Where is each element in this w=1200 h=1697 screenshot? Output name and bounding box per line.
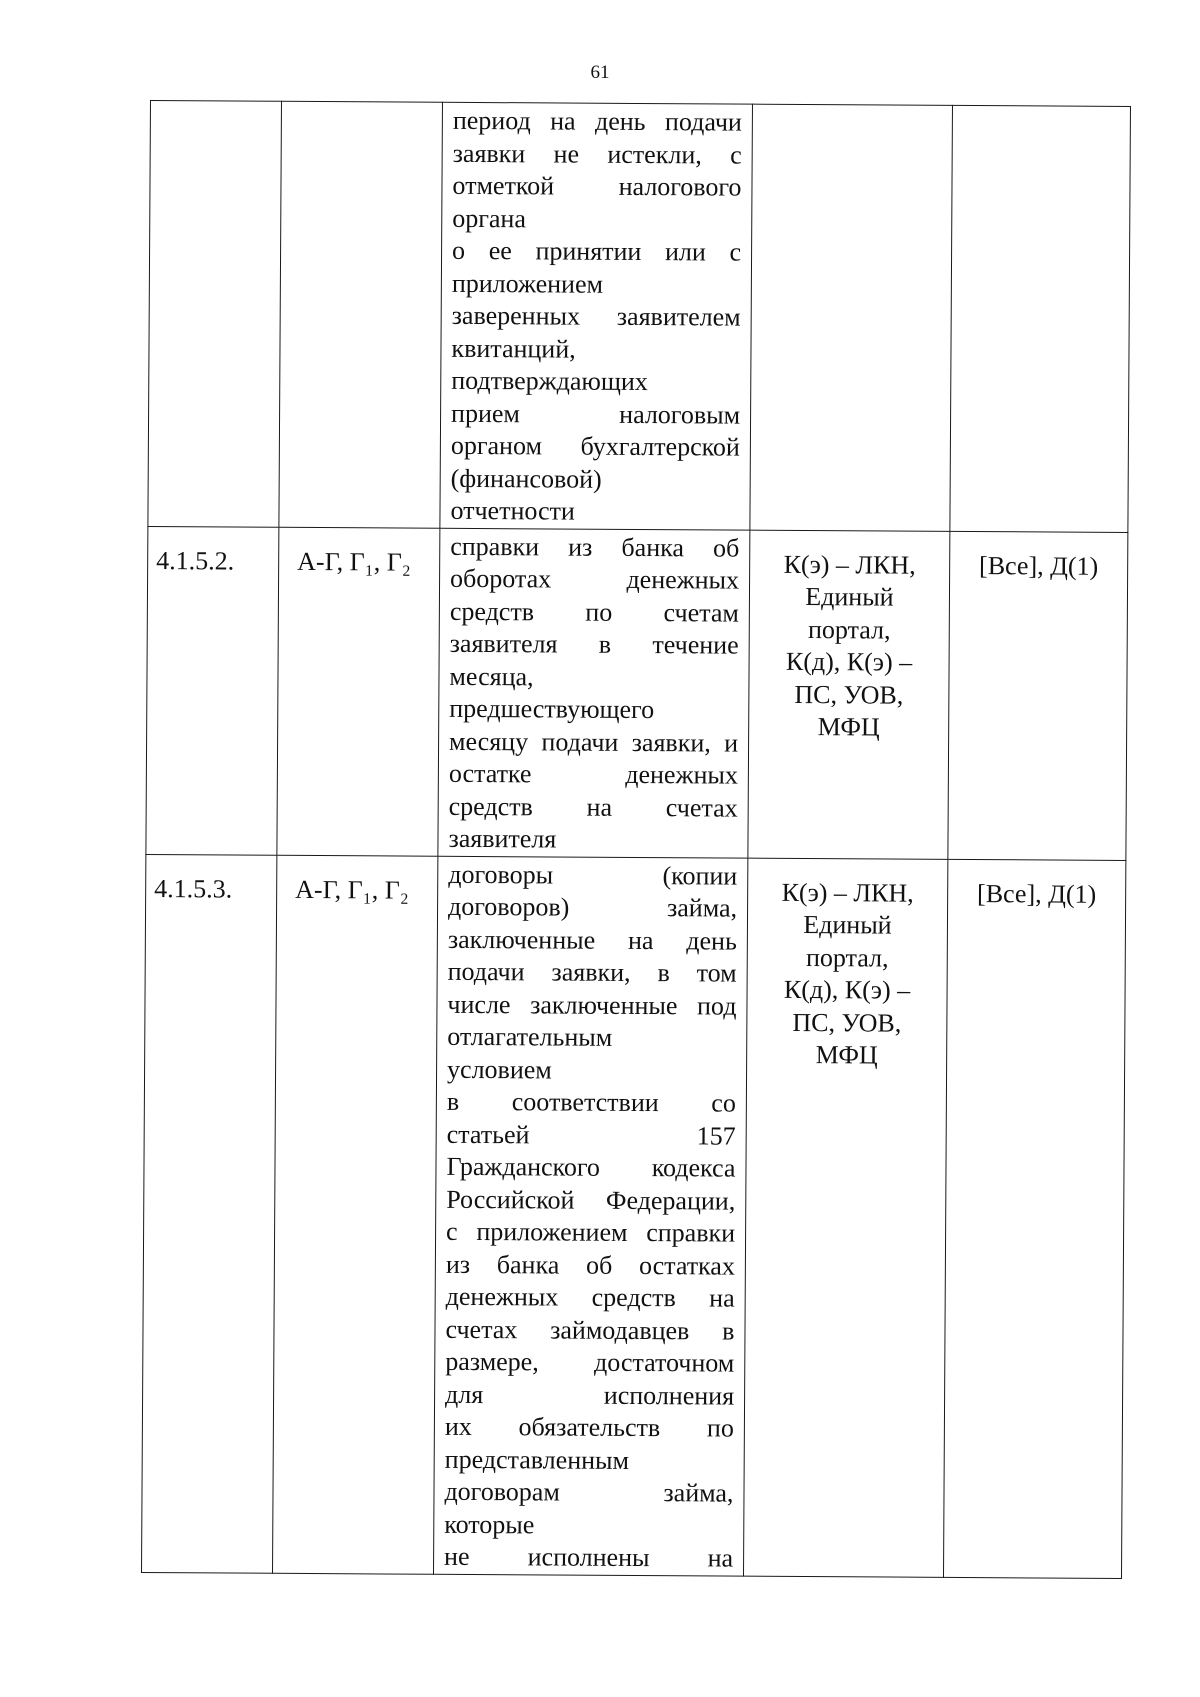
description-line: отлагательным (447, 1021, 613, 1052)
submission-method-line: К(д), К(э) – (785, 646, 913, 677)
description-line: заключенные на день (447, 924, 737, 956)
description-line: Гражданского кодекса (446, 1151, 736, 1183)
description-line: заверенных заявителем (451, 300, 741, 332)
submission-method-cell (748, 530, 950, 859)
applicants-cell: [Все], Д(1) (943, 859, 1125, 1578)
submission-method-line: МФЦ (815, 1040, 878, 1070)
submission-method-line: К(д), К(э) – (783, 974, 911, 1005)
description-line: размере, достаточном (445, 1346, 735, 1378)
submission-method-line: портал, (807, 614, 891, 645)
description-line: (финансовой) (450, 463, 602, 494)
description-line: заявителя (448, 823, 557, 854)
description-line: договоры (копии (448, 859, 738, 891)
table-row (148, 101, 1131, 532)
submission-method-line: ПС, УОВ, (792, 1007, 902, 1038)
description-line: для исполнения (445, 1379, 735, 1411)
description-line: договорам займа, (444, 1476, 734, 1508)
document-table-wrapper (141, 100, 1131, 1578)
category-cell (279, 101, 443, 527)
description-line: их обязательств по (444, 1411, 734, 1443)
description-line: справки из банка об (450, 531, 740, 563)
description-cell (438, 528, 750, 858)
description-line: месяца, (449, 661, 534, 691)
submission-method-line: К(э) – ЛКН, (781, 877, 914, 908)
description-line: числе заключенные под (447, 989, 737, 1021)
description-line: органом бухгалтерской (450, 430, 740, 462)
description-line: о ее принятии или с (451, 235, 742, 267)
description-line: Российской Федерации, (446, 1184, 736, 1216)
description-line: счетах займодавцев в (445, 1314, 735, 1346)
description-line: заявки не истекли, с (452, 138, 742, 170)
description-line: оборотах денежных (449, 563, 740, 595)
description-line: приложением (451, 268, 604, 299)
submission-method-cell (750, 104, 953, 531)
row-number-cell: 4.1.5.2. (146, 526, 279, 855)
submission-method-line: Единый (803, 910, 892, 940)
description-line: отчетности (450, 495, 575, 526)
description-cell (440, 102, 753, 529)
description-line: подачи заявки, в том (447, 956, 737, 988)
row-number-cell (148, 101, 282, 527)
description-line: денежных средств на (445, 1281, 735, 1313)
description-cell (434, 856, 748, 1576)
row-number-cell: 4.1.5.3. (142, 854, 277, 1573)
page-number: 61 (590, 62, 610, 83)
description-line: подтверждающих (451, 365, 648, 397)
submission-method-line: МФЦ (817, 712, 880, 742)
description-line: условием (446, 1054, 552, 1084)
description-line: из банка об остатках (445, 1249, 735, 1281)
applicants-cell (950, 105, 1131, 532)
description-line: месяцу подачи заявки, и (449, 726, 739, 758)
applicants-cell: [Все], Д(1) (948, 531, 1128, 860)
submission-method-line: Единый (805, 582, 894, 612)
description-line: отметкой налогового (452, 170, 742, 202)
description-line: договоров) займа, (447, 891, 738, 923)
table-row (142, 854, 1126, 1578)
description-line: которые (444, 1509, 535, 1539)
description-line: в соответствии со (446, 1086, 736, 1118)
category-cell: А-Г, Г₁, Г₂ (273, 855, 438, 1574)
description-line: представленным (444, 1444, 630, 1475)
description-line: прием налоговым (451, 398, 741, 430)
description-line: остатке денежных (448, 758, 738, 790)
description-line: заявителя в течение (449, 628, 739, 660)
category-cell: А-Г, Г₁, Г₂ (277, 527, 440, 856)
submission-method-line: К(э) – ЛКН, (783, 549, 916, 580)
description-line: органа (452, 203, 527, 233)
description-line: статьей 157 (446, 1119, 736, 1151)
description-line: с приложением справки (446, 1216, 736, 1248)
submission-method-line: портал, (805, 942, 889, 973)
submission-method-cell (743, 858, 947, 1577)
submission-method-line: ПС, УОВ, (794, 679, 904, 710)
description-line: квитанций, (451, 333, 576, 364)
description-line: средств на счетах (448, 791, 738, 823)
description-line: период на день подачи (452, 105, 742, 137)
requirements-table (141, 100, 1131, 1578)
description-line: предшествующего (449, 693, 655, 725)
description-line: не исполнены на (444, 1541, 734, 1573)
table-row (146, 526, 1128, 860)
description-line: средств по счетам (449, 596, 739, 628)
